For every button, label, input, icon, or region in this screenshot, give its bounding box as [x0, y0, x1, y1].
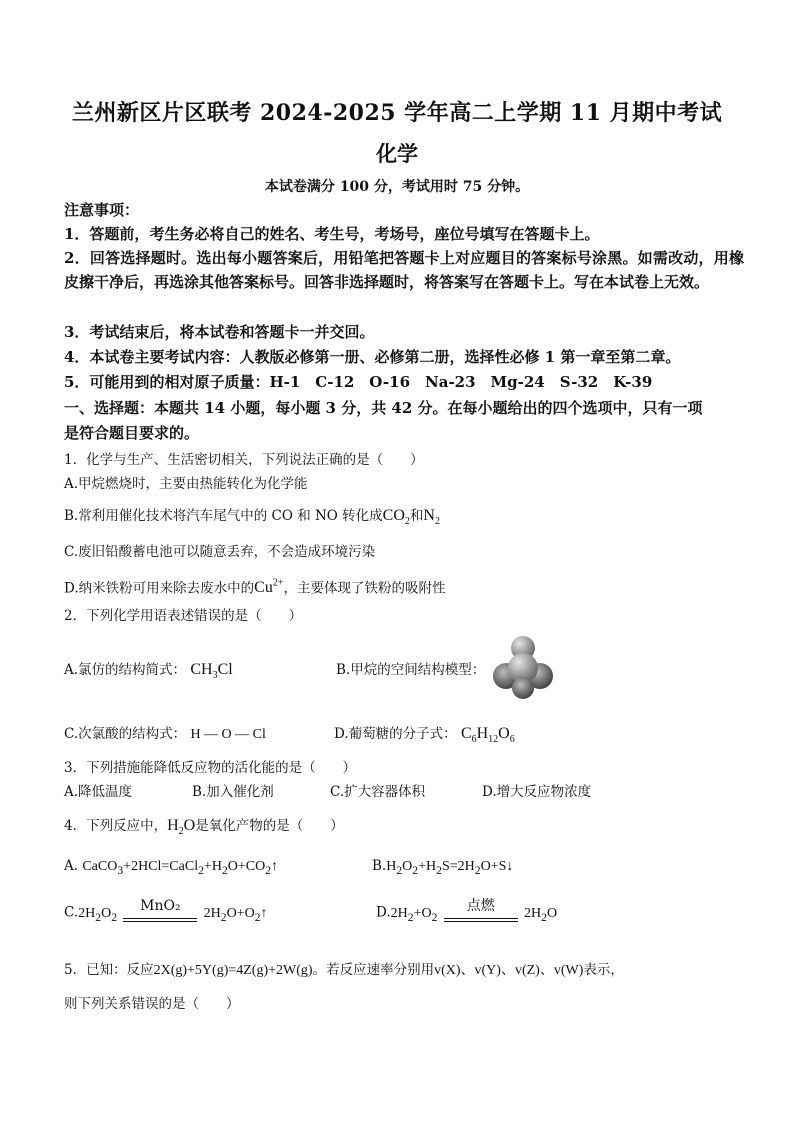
- equals-line-top: [444, 918, 518, 919]
- q4-option-c: [64, 898, 268, 928]
- formula-ch3cl: $CH_3Cl$: [190, 661, 233, 682]
- equals-line-bottom: [444, 921, 518, 922]
- q2-option-a-label: A.氯仿的结构简式：: [64, 662, 187, 678]
- formula-cu2plus: $Cu^{2+}$: [254, 578, 284, 597]
- q4-stem: [64, 816, 344, 842]
- q4-option-d-reaction-arrow: [442, 898, 520, 928]
- q4-option-a-label: A.: [64, 858, 79, 874]
- q3-option-d: D.增大反应物浓度: [482, 784, 592, 800]
- q4-option-c-label: C.: [64, 904, 79, 921]
- q1-option-a: A.甲烷燃烧时，主要由热能转化为化学能: [64, 476, 308, 492]
- formula-h2o: $H_2O$: [167, 817, 196, 838]
- notice-item-5: 5．可能用到的相对原子质量：H-1 C-12 O-16 Na-23 Mg-24 S-32 K-39: [64, 373, 653, 391]
- q4-option-b: [372, 856, 513, 881]
- q4-option-c-reaction-arrow: [121, 898, 199, 928]
- exam-info: 本试卷满分 100 分，考试用时 75 分钟。: [264, 179, 530, 195]
- methane-model-image: [488, 632, 558, 702]
- q4-stem-pre: 4．下列反应中，: [64, 818, 168, 834]
- q1-option-d-text-post: ，主要体现了铁粉的吸附性: [283, 580, 446, 597]
- section-heading-line2: 是符合题目要求的。: [64, 424, 200, 442]
- q2-option-d-label: D.葡萄糖的分子式：: [334, 726, 457, 742]
- q2-option-c-label: C.次氯酸的结构式：: [64, 726, 187, 742]
- exam-title: 兰州新区片区联考 2024-2025 学年高二上学期 11 月期中考试: [71, 100, 723, 126]
- notice-heading: 注意事项：: [64, 201, 140, 219]
- q4-option-d-label: D.: [376, 904, 391, 921]
- q2-option-a: [64, 660, 233, 686]
- q5-stem-line1: [64, 960, 624, 981]
- q1-option-d-text: D.纳米铁粉可用来除去废水中的: [64, 580, 255, 597]
- q1-option-b-and: 和: [409, 508, 424, 524]
- formula-co2: $CO_2$: [382, 507, 410, 528]
- q3-option-a: A.降低温度: [64, 784, 133, 800]
- q2-option-d: [334, 724, 515, 750]
- q4-stem-post: 是氧化产物的是（ ）: [195, 818, 344, 834]
- q4-option-b-equation: $H_2O_2+H_2S=2H_2O+S↓$: [386, 859, 514, 877]
- q4-option-d: [376, 898, 557, 928]
- q5-reaction-equation: 2X(g)+5Y(g)=4Z(g)+2W(g): [153, 963, 313, 978]
- q4-option-d-lhs: $2H_2+O_2$: [390, 905, 438, 924]
- q5-stem-mid: 。若反应速率分别用: [312, 962, 435, 978]
- q4-option-c-condition: MnO₂: [140, 898, 181, 914]
- q4-option-a: [64, 856, 278, 881]
- q4-option-b-label: B.: [372, 858, 387, 874]
- q4-option-c-rhs: $2H_2O+O_2↑$: [203, 905, 268, 924]
- subject-title: 化学: [376, 141, 418, 166]
- q4-option-d-rhs: $2H_2O$: [524, 905, 558, 924]
- q1-option-b: [64, 506, 440, 532]
- q1-option-d: [64, 574, 445, 598]
- equals-line-bottom: [123, 921, 197, 922]
- q2-option-b: B.甲烷的空间结构模型：: [336, 662, 486, 678]
- q5-stem-post: 表示，: [583, 962, 624, 978]
- notice-item-3: 3．考试结束后，将本试卷和答题卡一并交回。: [64, 323, 375, 341]
- q5-rate-symbols: v(X)、v(Y)、v(Z)、v(W): [434, 963, 584, 978]
- q2-stem: 2．下列化学用语表述错误的是（ ）: [64, 608, 303, 624]
- q3-option-c: C.扩大容器体积: [330, 784, 426, 800]
- notice-item-1: 1．答题前，考生务必将自己的姓名、考生号，考场号，座位号填写在答题卡上。: [64, 225, 600, 243]
- q3-option-b: B.加入催化剂: [192, 784, 274, 800]
- formula-glucose: $C_6H_{12}O_6$: [460, 725, 515, 746]
- q1-option-b-text: B.常利用催化技术将汽车尾气中的 CO 和 NO 转化成: [64, 508, 383, 524]
- q3-stem: 3．下列措施能降低反应物的活化能的是（ ）: [64, 760, 357, 776]
- q5-stem-line2: 则下列关系错误的是（ ）: [64, 996, 240, 1012]
- q1-option-c: C.废旧铅酸蓄电池可以随意丢弃，不会造成环境污染: [64, 544, 376, 560]
- notice-item-4: 4．本试卷主要考试内容：人教版必修第一册、必修第二册，选择性必修 1 第一章至第二章。: [64, 348, 681, 366]
- q2-option-c: [64, 724, 266, 745]
- formula-hocl-structure: H — O — Cl: [190, 727, 266, 742]
- equals-line-top: [123, 918, 197, 919]
- q1-stem: 1．化学与生产、生活密切相关，下列说法正确的是（ ）: [64, 452, 424, 468]
- q4-option-c-lhs: $2H_2O_2$: [78, 905, 118, 924]
- q5-stem-pre: 5．已知：反应: [64, 962, 154, 978]
- formula-n2: $N_2$: [423, 507, 440, 528]
- notice-item-2: 2．回答选择题时。选出每小题答案后，用铅笔把答题卡上对应题目的答案标号涂黑。如需改动，用橡皮擦干净后，再选涂其他答案标号。回答非选择题时，将答案写在答题卡上。写在本试卷上无效。: [64, 249, 744, 291]
- section-heading-line1: 一、选择题：本题共 14 小题，每小题 3 分，共 42 分。在每小题给出的四个选项中，只有一项: [64, 399, 703, 417]
- q4-option-a-equation: $CaCO_3+2HCl=CaCl_2+H_2O+CO_2↑$: [82, 859, 279, 877]
- q4-option-d-condition: 点燃: [466, 898, 495, 914]
